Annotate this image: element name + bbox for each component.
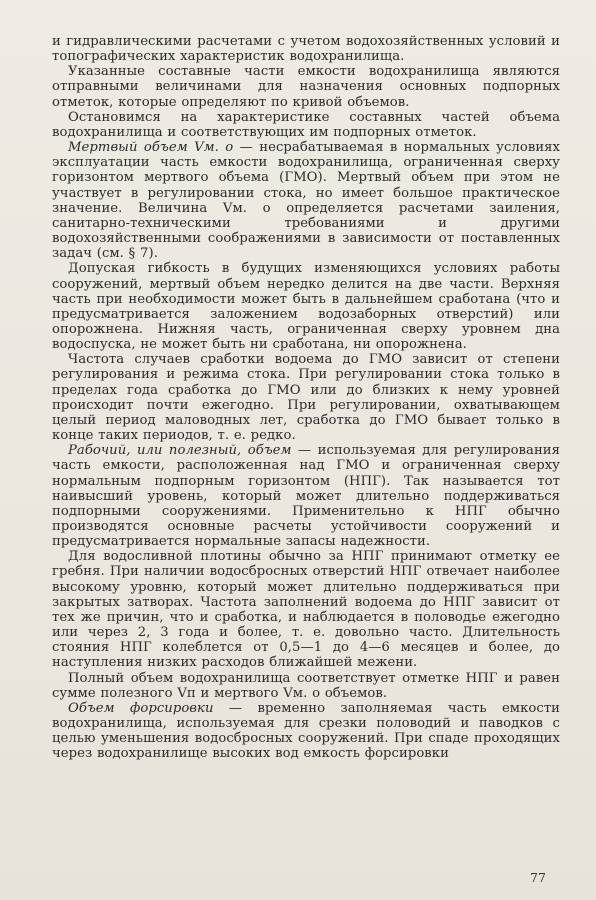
paragraph-full-volume: Полный объем водохранилища соответствует отметке НПГ и равен сумме полезного Vп и мертвого Vм. о объемов.	[52, 670, 560, 701]
paragraph-working-volume	[52, 443, 560, 549]
paragraph-continuation: и гидравлическими расчетами с учетом водохозяйственных условий и топографических характеристик водохранилища.	[52, 34, 560, 65]
paragraph-dead-volume-parts: Допуская гибкость в будущих изменяющихся условиях работы сооружений, мертвый объем нередко делится на две части. Верхняя часть при необходимости может быть в дальнейшем сработана (что и предусматривается заложением водозаборных отверстий) или опорожнена. Нижняя часть, ограниченная сверху уровнем дна водоспуска, не может быть ни сработана, ни опорожнена.	[52, 261, 560, 353]
paragraph-dead-volume	[52, 140, 560, 261]
paragraph-components: Указанные составные части емкости водохранилища являются отправными величинами для назначения основных подпорных отметок, которые определяют по кривой объемов.	[52, 64, 560, 110]
term-dead-volume: Мертвый объем Vм. о	[68, 140, 234, 156]
term-surcharge-volume: Объем форсировки	[68, 700, 214, 716]
paragraph-drawdown-frequency: Частота случаев сработки водоема до ГМО зависит от степени регулирования и режима стока. При регулировании стока только в пределах года сработка до ГМО или до близких к нему уровней происходит почти ежегодно. При регулировании, охватывающем целый период маловодных лет, сработка до ГМО бывает только в конце таких периодов, т. е. редко.	[52, 352, 560, 444]
paragraph-intro-characteristics: Остановимся на характеристике составных частей объема водохранилища и соответствующих им подпорных отметок.	[52, 109, 560, 140]
term-working-volume: Рабочий, или полезный, объем	[68, 443, 292, 459]
paragraph-surcharge-volume	[52, 701, 560, 762]
paragraph-dead-volume-text: — несрабатываемая в нормальных условиях эксплуатации часть емкости водохранилища, ограниченная сверху горизонтом мертвого объема (ГМО). Мертвый объем при этом не участвует в регулировании стока, но имеет большое практическое значение. Величина Vм. о определяется расчетами заиления, санитарно-техническими требованиями и другими водохозяйственными соображениями в зависимости от поставленных задач (см. § 7).	[52, 140, 561, 262]
page-body-text	[52, 34, 560, 762]
paragraph-surcharge-volume-text: — временно заполняемая часть емкости водохранилища, используемая для срезки половодий и паводков с целью уменьшения водосбросных сооружений. При спаде проходящих через водохранилище высоких вод емкость форсировки	[52, 700, 561, 762]
paragraph-working-volume-text: — используемая для регулирования часть емкости, расположенная над ГМО и ограниченная сверху нормальным подпорным горизонтом (НПГ). Так называется тот наивысший уровень, который может длительно поддерживаться подпорными сооружениями. Применительно к НПГ обычно производятся основные расчеты устойчивости сооружений и предусматривается нормальные запасы надежности.	[52, 443, 560, 550]
paragraph-spillway-dam: Для водосливной плотины обычно за НПГ принимают отметку ее гребня. При наличии водосбросных отверстий НПГ отвечает наиболее высокому уровню, который может длительно поддерживаться при закрытых затворах. Частота заполнений водоема до НПГ зависит от тех же причин, что и сработка, и наблюдается в половодье ежегодно или через 2, 3 года и более, т. е. довольно часто. Длительность стояния НПГ колеблется от 0,5—1 до 4—6 месяцев и более, до наступления низких расходов ближайшей межени.	[52, 549, 560, 671]
page-number: 77	[530, 870, 546, 885]
